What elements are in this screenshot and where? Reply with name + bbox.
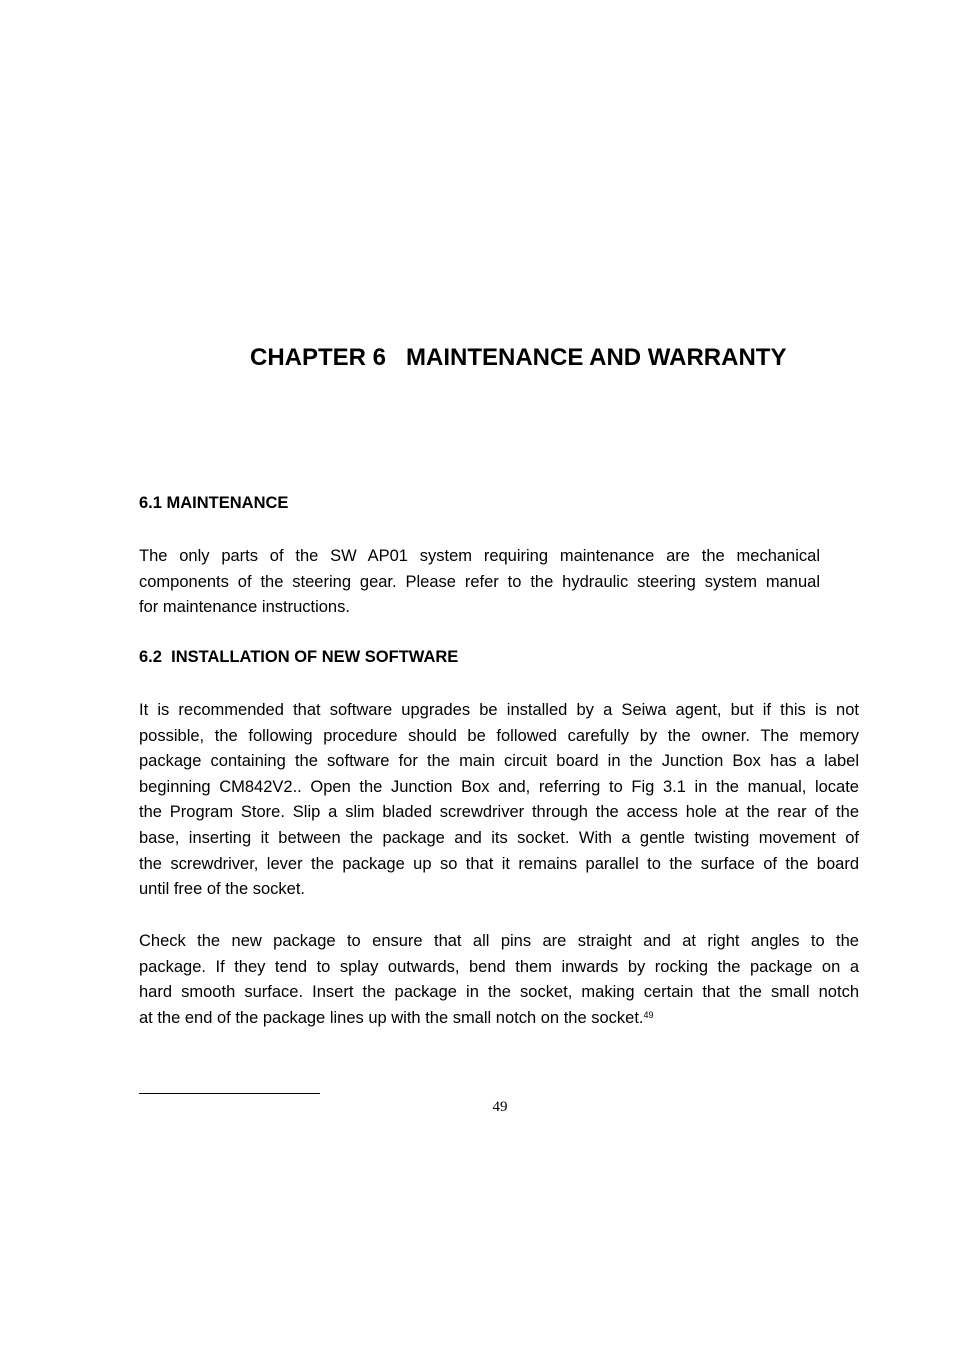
paragraph-line: the screwdriver, lever the package up so that it remains parallel to the surface of the board: [139, 854, 859, 873]
section-heading-software: 6.2 INSTALLATION OF NEW SOFTWARE: [139, 648, 459, 666]
paragraph-line: hard smooth surface. Insert the package in the socket, making certain that the small notch: [139, 983, 859, 1002]
footnote-reference[interactable]: 49: [643, 1009, 654, 1020]
software-paragraph-2: [139, 929, 859, 1031]
paragraph-line: package. If they tend to splay outwards, bend them inwards by rocking the package on a: [139, 957, 859, 976]
paragraph-line: components of the steering gear. Please refer to the hydraulic steering system manual: [139, 572, 820, 591]
paragraph-line-last: [139, 1006, 859, 1032]
paragraph-line: package containing the software for the main circuit board in the Junction Box has a label: [139, 752, 859, 771]
footnote-separator: [139, 1093, 320, 1094]
paragraph-line: beginning CM842V2.. Open the Junction Box and, referring to Fig 3.1 in the manual, locate: [139, 777, 859, 796]
chapter-title: CHAPTER 6 MAINTENANCE AND WARRANTY: [250, 344, 787, 371]
paragraph-line: for maintenance instructions.: [139, 598, 350, 617]
maintenance-paragraph: [139, 544, 820, 621]
paragraph-line: base, inserting it between the package and its socket. With a gentle twisting movement of: [139, 828, 859, 847]
paragraph-line: possible, the following procedure should be followed carefully by the owner. The memory: [139, 726, 859, 745]
paragraph-line: The only parts of the SW AP01 system requiring maintenance are the mechanical: [139, 547, 820, 565]
paragraph-line-text: at the end of the package lines up with the small notch on the socket.: [139, 1008, 644, 1027]
paragraph-line: until free of the socket.: [139, 880, 306, 899]
software-paragraph-1: [139, 698, 859, 903]
page-number: 49: [492, 1099, 508, 1115]
section-heading-maintenance: 6.1 MAINTENANCE: [139, 494, 289, 512]
paragraph-line: Check the new package to ensure that all pins are straight and at right angles to the: [139, 932, 859, 950]
paragraph-line: It is recommended that software upgrades be installed by a Seiwa agent, but if this is not: [139, 701, 859, 719]
paragraph-line: the Program Store. Slip a slim bladed screwdriver through the access hole at the rear of the: [139, 803, 859, 822]
